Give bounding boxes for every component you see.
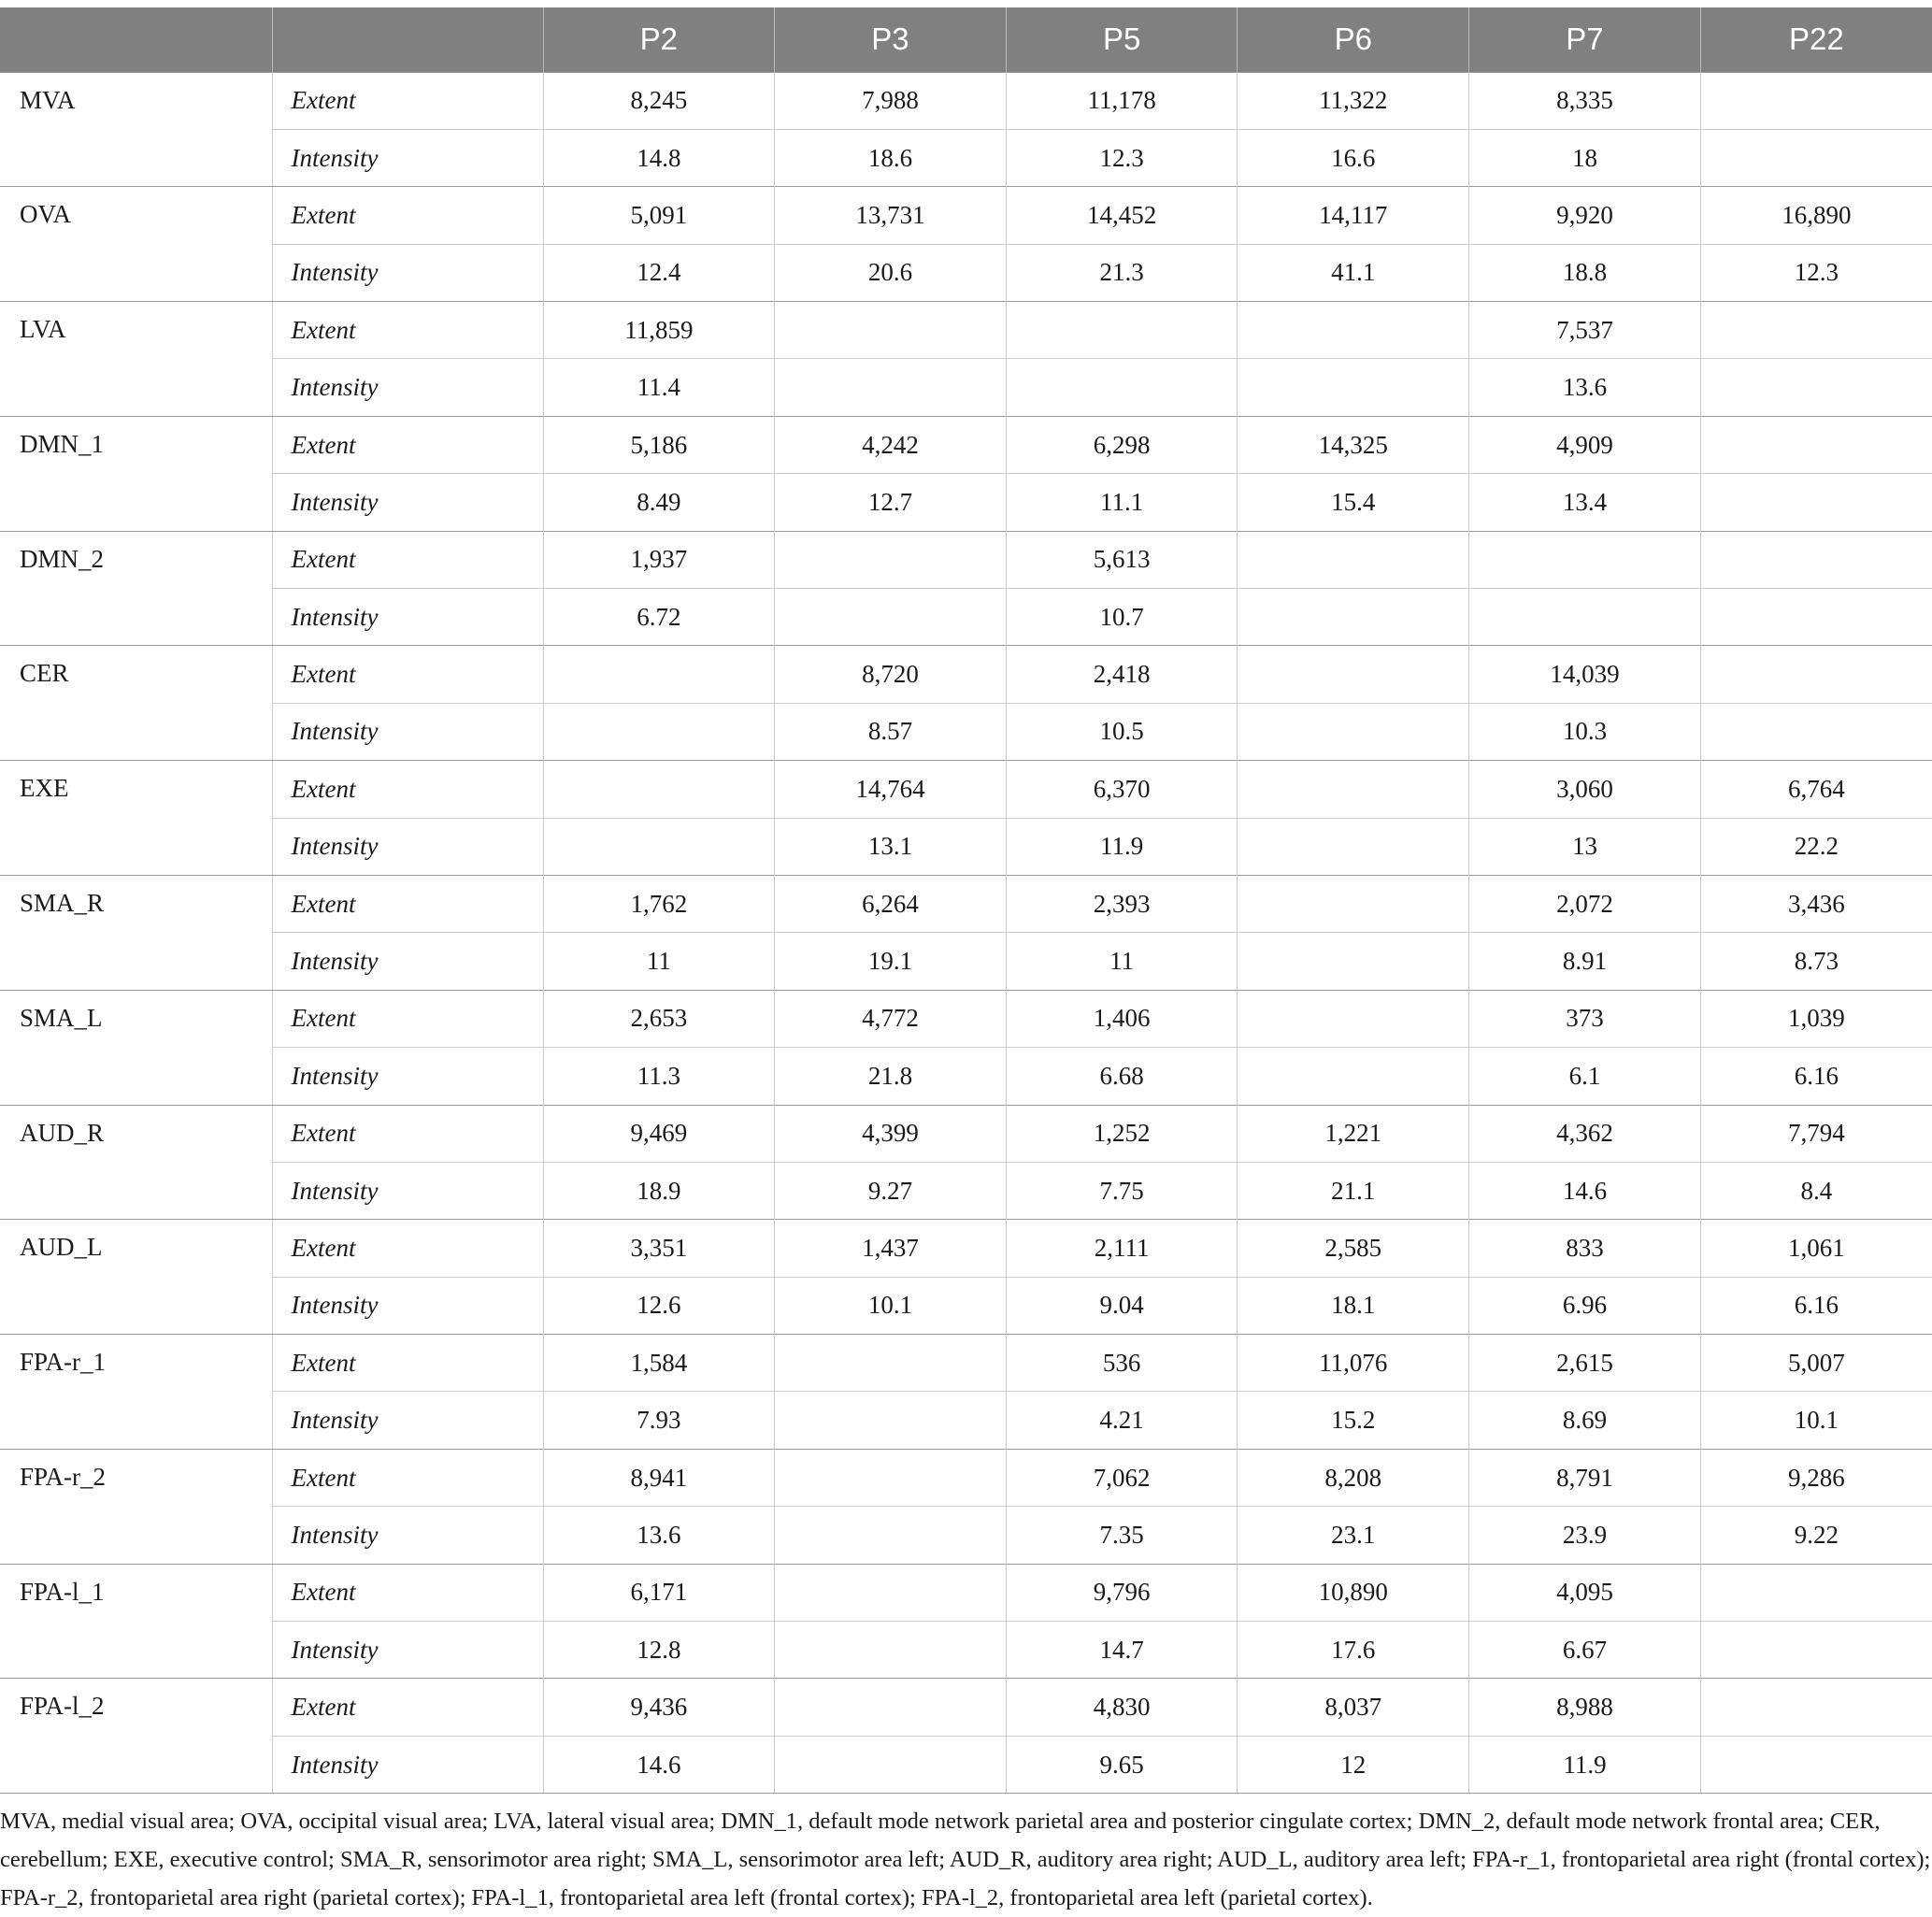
- results-table: [0, 7, 1932, 1794]
- value-cell: 8.69: [1469, 1392, 1701, 1449]
- value-cell: [1006, 302, 1238, 359]
- network-name-cell: SMA_R: [0, 875, 272, 990]
- network-name-cell: FPA-r_1: [0, 1335, 272, 1450]
- measure-label-cell: Intensity: [272, 1392, 543, 1449]
- value-cell: 11,859: [543, 302, 775, 359]
- value-cell: 21.8: [775, 1048, 1007, 1105]
- value-cell: 22.2: [1700, 818, 1932, 875]
- value-cell: 23.9: [1469, 1507, 1701, 1564]
- value-cell: 18.6: [775, 129, 1007, 186]
- value-cell: 13,731: [775, 187, 1007, 244]
- value-cell: 10.1: [775, 1277, 1007, 1334]
- value-cell: [1238, 1048, 1469, 1105]
- value-cell: 6,764: [1700, 761, 1932, 818]
- table-row: [0, 703, 1932, 760]
- value-cell: 12.6: [543, 1277, 775, 1334]
- value-cell: 7,988: [775, 72, 1007, 129]
- measure-label-cell: Intensity: [272, 1048, 543, 1105]
- value-cell: [1700, 302, 1932, 359]
- table-row: [0, 589, 1932, 646]
- network-name-cell: OVA: [0, 187, 272, 302]
- value-cell: [1700, 359, 1932, 416]
- value-cell: 6,370: [1006, 761, 1238, 818]
- measure-label-cell: Extent: [272, 875, 543, 932]
- table-footnote: MVA, medial visual area; OVA, occipital visual area; LVA, lateral visual area; DMN_1, default mode network parietal area and posterior cingulate cortex; DMN_2, default mode network frontal area; CER, cerebellum; EXE, executive control; SMA_R, sensorimotor area right; SMA_L, sensorimotor area left; AUD_R, auditory area right; AUD_L, auditory area left; FPA-r_1, frontoparietal area right (frontal cortex); FPA-r_2, frontoparietal area right (parietal cortex); FPA-l_1, frontoparietal area left (frontal cortex); FPA-l_2, frontoparietal area left (parietal cortex).: [0, 1809, 1931, 1910]
- table-row: [0, 1392, 1932, 1449]
- value-cell: [1238, 818, 1469, 875]
- value-cell: 1,406: [1006, 990, 1238, 1047]
- value-cell: 12.8: [543, 1622, 775, 1679]
- value-cell: 3,351: [543, 1220, 775, 1277]
- value-cell: 7.93: [543, 1392, 775, 1449]
- measure-label-cell: Extent: [272, 72, 543, 129]
- value-cell: [1238, 703, 1469, 760]
- value-cell: 2,585: [1238, 1220, 1469, 1277]
- table-row: [0, 933, 1932, 990]
- value-cell: 15.2: [1238, 1392, 1469, 1449]
- table-row: [0, 818, 1932, 875]
- value-cell: [1238, 589, 1469, 646]
- value-cell: 19.1: [775, 933, 1007, 990]
- table-row: [0, 1449, 1932, 1506]
- value-cell: 21.3: [1006, 244, 1238, 301]
- measure-label-cell: Intensity: [272, 933, 543, 990]
- value-cell: 11,178: [1006, 72, 1238, 129]
- table-row: [0, 1679, 1932, 1736]
- value-cell: 11: [543, 933, 775, 990]
- measure-label-cell: Intensity: [272, 589, 543, 646]
- value-cell: 14,764: [775, 761, 1007, 818]
- value-cell: 14,325: [1238, 416, 1469, 473]
- table-row: [0, 1048, 1932, 1105]
- value-cell: 7.75: [1006, 1162, 1238, 1219]
- value-cell: 9,796: [1006, 1564, 1238, 1621]
- value-cell: 8,335: [1469, 72, 1701, 129]
- value-cell: [1700, 1736, 1932, 1793]
- measure-label-cell: Extent: [272, 1449, 543, 1506]
- value-cell: 2,111: [1006, 1220, 1238, 1277]
- participant-header: P3: [775, 7, 1007, 72]
- value-cell: 18: [1469, 129, 1701, 186]
- value-cell: 9,469: [543, 1105, 775, 1162]
- value-cell: 4,095: [1469, 1564, 1701, 1621]
- value-cell: 16.6: [1238, 129, 1469, 186]
- value-cell: 9,286: [1700, 1449, 1932, 1506]
- header-row: [0, 7, 1932, 72]
- value-cell: [775, 1507, 1007, 1564]
- table-row: [0, 187, 1932, 244]
- table-row: [0, 72, 1932, 129]
- table-row: [0, 1162, 1932, 1219]
- network-name-cell: AUD_R: [0, 1105, 272, 1220]
- value-cell: 2,615: [1469, 1335, 1701, 1392]
- value-cell: 14,452: [1006, 187, 1238, 244]
- header-blank-cell: [0, 7, 272, 72]
- value-cell: 10.3: [1469, 703, 1701, 760]
- value-cell: [775, 302, 1007, 359]
- value-cell: 10,890: [1238, 1564, 1469, 1621]
- table-row: [0, 1277, 1932, 1334]
- value-cell: 11,322: [1238, 72, 1469, 129]
- table-row: [0, 875, 1932, 932]
- network-name-cell: DMN_2: [0, 531, 272, 646]
- value-cell: 8,037: [1238, 1679, 1469, 1736]
- measure-label-cell: Extent: [272, 761, 543, 818]
- value-cell: 4,909: [1469, 416, 1701, 473]
- value-cell: 8.91: [1469, 933, 1701, 990]
- value-cell: [1700, 416, 1932, 473]
- measure-label-cell: Intensity: [272, 1622, 543, 1679]
- value-cell: [775, 1736, 1007, 1793]
- measure-label-cell: Extent: [272, 990, 543, 1047]
- value-cell: 6,264: [775, 875, 1007, 932]
- participant-header: P5: [1006, 7, 1238, 72]
- value-cell: 9,436: [543, 1679, 775, 1736]
- value-cell: 11.3: [543, 1048, 775, 1105]
- value-cell: 18.1: [1238, 1277, 1469, 1334]
- value-cell: [1238, 761, 1469, 818]
- value-cell: 833: [1469, 1220, 1701, 1277]
- value-cell: 13.6: [1469, 359, 1701, 416]
- value-cell: 18.9: [543, 1162, 775, 1219]
- value-cell: 11.9: [1006, 818, 1238, 875]
- value-cell: 3,436: [1700, 875, 1932, 932]
- value-cell: [1469, 589, 1701, 646]
- value-cell: [1006, 359, 1238, 416]
- network-name-cell: FPA-l_1: [0, 1564, 272, 1679]
- value-cell: [1700, 129, 1932, 186]
- value-cell: 10.7: [1006, 589, 1238, 646]
- value-cell: 9.04: [1006, 1277, 1238, 1334]
- value-cell: [543, 703, 775, 760]
- network-name-cell: CER: [0, 646, 272, 761]
- value-cell: 1,221: [1238, 1105, 1469, 1162]
- network-name-cell: FPA-l_2: [0, 1679, 272, 1794]
- table-row: [0, 244, 1932, 301]
- value-cell: 21.1: [1238, 1162, 1469, 1219]
- table-row: [0, 990, 1932, 1047]
- table-body: [0, 72, 1932, 1794]
- value-cell: 17.6: [1238, 1622, 1469, 1679]
- value-cell: 7,794: [1700, 1105, 1932, 1162]
- value-cell: 1,039: [1700, 990, 1932, 1047]
- value-cell: 9.27: [775, 1162, 1007, 1219]
- table-row: [0, 1622, 1932, 1679]
- value-cell: 10.5: [1006, 703, 1238, 760]
- value-cell: 10.1: [1700, 1392, 1932, 1449]
- value-cell: [1700, 531, 1932, 588]
- value-cell: 15.4: [1238, 474, 1469, 531]
- table-row: [0, 359, 1932, 416]
- table-row: [0, 1105, 1932, 1162]
- value-cell: [775, 1622, 1007, 1679]
- value-cell: [543, 818, 775, 875]
- value-cell: [1700, 589, 1932, 646]
- value-cell: [1700, 474, 1932, 531]
- table-row: [0, 1335, 1932, 1392]
- value-cell: 11.9: [1469, 1736, 1701, 1793]
- network-name-cell: DMN_1: [0, 416, 272, 531]
- value-cell: [775, 1564, 1007, 1621]
- value-cell: 12.3: [1700, 244, 1932, 301]
- table-row: [0, 531, 1932, 588]
- network-name-cell: EXE: [0, 761, 272, 876]
- value-cell: 3,060: [1469, 761, 1701, 818]
- measure-label-cell: Intensity: [272, 1507, 543, 1564]
- value-cell: 14.7: [1006, 1622, 1238, 1679]
- participant-header: P22: [1700, 7, 1932, 72]
- value-cell: 8.4: [1700, 1162, 1932, 1219]
- value-cell: 7,062: [1006, 1449, 1238, 1506]
- value-cell: 8.49: [543, 474, 775, 531]
- value-cell: 8,791: [1469, 1449, 1701, 1506]
- value-cell: 5,007: [1700, 1335, 1932, 1392]
- value-cell: 2,653: [543, 990, 775, 1047]
- value-cell: 14,117: [1238, 187, 1469, 244]
- value-cell: 7,537: [1469, 302, 1701, 359]
- value-cell: [1700, 703, 1932, 760]
- value-cell: [775, 1392, 1007, 1449]
- value-cell: 9,920: [1469, 187, 1701, 244]
- measure-label-cell: Intensity: [272, 244, 543, 301]
- measure-label-cell: Intensity: [272, 703, 543, 760]
- value-cell: 4,362: [1469, 1105, 1701, 1162]
- value-cell: 1,437: [775, 1220, 1007, 1277]
- measure-label-cell: Intensity: [272, 818, 543, 875]
- value-cell: [775, 531, 1007, 588]
- value-cell: 13: [1469, 818, 1701, 875]
- value-cell: [543, 761, 775, 818]
- value-cell: 6,171: [543, 1564, 775, 1621]
- value-cell: 8,245: [543, 72, 775, 129]
- value-cell: 6.96: [1469, 1277, 1701, 1334]
- value-cell: 12.4: [543, 244, 775, 301]
- value-cell: [1238, 302, 1469, 359]
- network-name-cell: FPA-r_2: [0, 1449, 272, 1564]
- participant-header: P2: [543, 7, 775, 72]
- value-cell: 5,613: [1006, 531, 1238, 588]
- value-cell: [775, 1335, 1007, 1392]
- value-cell: 5,091: [543, 187, 775, 244]
- value-cell: [775, 589, 1007, 646]
- value-cell: 4.21: [1006, 1392, 1238, 1449]
- value-cell: 536: [1006, 1335, 1238, 1392]
- value-cell: [775, 1449, 1007, 1506]
- measure-label-cell: Intensity: [272, 1736, 543, 1793]
- value-cell: 1,061: [1700, 1220, 1932, 1277]
- value-cell: 9.65: [1006, 1736, 1238, 1793]
- value-cell: 6.67: [1469, 1622, 1701, 1679]
- value-cell: [1469, 531, 1701, 588]
- value-cell: 7.35: [1006, 1507, 1238, 1564]
- measure-label-cell: Intensity: [272, 1277, 543, 1334]
- value-cell: 16,890: [1700, 187, 1932, 244]
- value-cell: 11.1: [1006, 474, 1238, 531]
- value-cell: [543, 646, 775, 703]
- measure-label-cell: Extent: [272, 187, 543, 244]
- value-cell: 8.73: [1700, 933, 1932, 990]
- value-cell: [1238, 875, 1469, 932]
- value-cell: 9.22: [1700, 1507, 1932, 1564]
- value-cell: 6.16: [1700, 1277, 1932, 1334]
- measure-label-cell: Intensity: [272, 1162, 543, 1219]
- value-cell: 18.8: [1469, 244, 1701, 301]
- value-cell: 13.1: [775, 818, 1007, 875]
- network-name-cell: MVA: [0, 72, 272, 187]
- value-cell: 4,772: [775, 990, 1007, 1047]
- participant-header: P6: [1238, 7, 1469, 72]
- table-row: [0, 1736, 1932, 1793]
- value-cell: 2,072: [1469, 875, 1701, 932]
- value-cell: [1238, 646, 1469, 703]
- value-cell: 14.6: [543, 1736, 775, 1793]
- table-row: [0, 761, 1932, 818]
- table-row: [0, 129, 1932, 186]
- table-row: [0, 1507, 1932, 1564]
- value-cell: 1,252: [1006, 1105, 1238, 1162]
- network-name-cell: AUD_L: [0, 1220, 272, 1335]
- value-cell: 12: [1238, 1736, 1469, 1793]
- table-row: [0, 1220, 1932, 1277]
- measure-label-cell: Extent: [272, 1564, 543, 1621]
- value-cell: 1,584: [543, 1335, 775, 1392]
- table-row: [0, 1564, 1932, 1621]
- value-cell: 20.6: [775, 244, 1007, 301]
- network-name-cell: LVA: [0, 302, 272, 417]
- value-cell: 6,298: [1006, 416, 1238, 473]
- value-cell: 373: [1469, 990, 1701, 1047]
- measure-label-cell: Intensity: [272, 359, 543, 416]
- measure-label-cell: Extent: [272, 531, 543, 588]
- value-cell: 2,393: [1006, 875, 1238, 932]
- value-cell: [1238, 531, 1469, 588]
- value-cell: 1,937: [543, 531, 775, 588]
- value-cell: [775, 359, 1007, 416]
- value-cell: [1238, 359, 1469, 416]
- value-cell: 8.57: [775, 703, 1007, 760]
- value-cell: 14,039: [1469, 646, 1701, 703]
- value-cell: 41.1: [1238, 244, 1469, 301]
- measure-label-cell: Extent: [272, 302, 543, 359]
- value-cell: 5,186: [543, 416, 775, 473]
- value-cell: [1700, 646, 1932, 703]
- value-cell: 4,399: [775, 1105, 1007, 1162]
- value-cell: [1700, 1679, 1932, 1736]
- value-cell: 11: [1006, 933, 1238, 990]
- header-blank-cell: [272, 7, 543, 72]
- value-cell: 1,762: [543, 875, 775, 932]
- participant-header: P7: [1469, 7, 1701, 72]
- measure-label-cell: Extent: [272, 1679, 543, 1736]
- measure-label-cell: Extent: [272, 646, 543, 703]
- value-cell: 8,941: [543, 1449, 775, 1506]
- table-header: [0, 7, 1932, 72]
- table-row: [0, 474, 1932, 531]
- value-cell: 23.1: [1238, 1507, 1469, 1564]
- value-cell: 6.16: [1700, 1048, 1932, 1105]
- measure-label-cell: Extent: [272, 1335, 543, 1392]
- value-cell: 14.6: [1469, 1162, 1701, 1219]
- value-cell: [1238, 933, 1469, 990]
- value-cell: 13.6: [543, 1507, 775, 1564]
- value-cell: 6.68: [1006, 1048, 1238, 1105]
- value-cell: 11.4: [543, 359, 775, 416]
- value-cell: 8,720: [775, 646, 1007, 703]
- table-row: [0, 646, 1932, 703]
- value-cell: 13.4: [1469, 474, 1701, 531]
- value-cell: 12.7: [775, 474, 1007, 531]
- measure-label-cell: Extent: [272, 1220, 543, 1277]
- value-cell: 4,242: [775, 416, 1007, 473]
- network-name-cell: SMA_L: [0, 990, 272, 1105]
- measure-label-cell: Intensity: [272, 474, 543, 531]
- table-row: [0, 302, 1932, 359]
- value-cell: 14.8: [543, 129, 775, 186]
- value-cell: 11,076: [1238, 1335, 1469, 1392]
- measure-label-cell: Extent: [272, 1105, 543, 1162]
- value-cell: [1700, 1622, 1932, 1679]
- value-cell: 8,208: [1238, 1449, 1469, 1506]
- value-cell: 4,830: [1006, 1679, 1238, 1736]
- value-cell: 12.3: [1006, 129, 1238, 186]
- table-row: [0, 416, 1932, 473]
- value-cell: [1700, 72, 1932, 129]
- measure-label-cell: Intensity: [272, 129, 543, 186]
- value-cell: [1238, 990, 1469, 1047]
- value-cell: 8,988: [1469, 1679, 1701, 1736]
- measure-label-cell: Extent: [272, 416, 543, 473]
- value-cell: [1700, 1564, 1932, 1621]
- value-cell: 2,418: [1006, 646, 1238, 703]
- value-cell: [775, 1679, 1007, 1736]
- value-cell: 6.1: [1469, 1048, 1701, 1105]
- value-cell: 6.72: [543, 589, 775, 646]
